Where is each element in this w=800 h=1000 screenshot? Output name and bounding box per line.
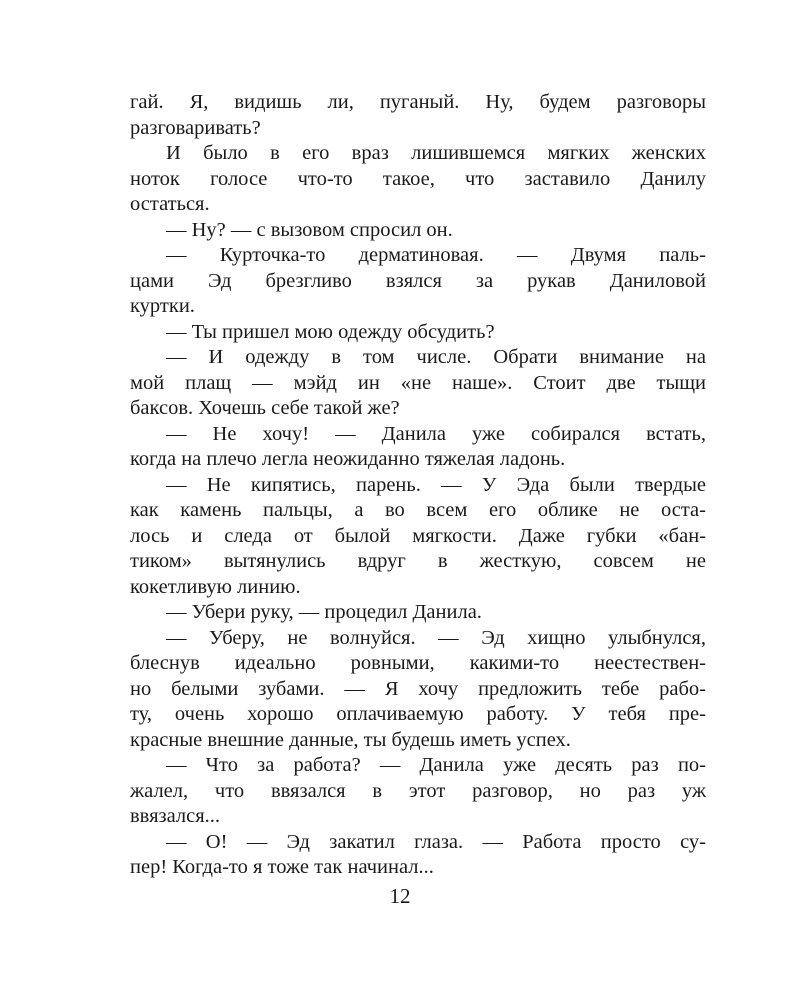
text-line: — Что за работа? — Данила уже десять раз по- [166,754,706,776]
text-line: ввязался... [130,805,221,827]
book-page-text [130,90,706,881]
text-line: кокетливую линию. [130,575,301,598]
paragraph-12 [130,830,706,881]
text-line: — Не кипятись, парень. — У Эда были твердые [166,473,706,496]
text-line: баксов. Хочешь себе такой же? [130,397,400,419]
text-line: — Ну? — с вызовом спросил он. [166,218,453,241]
paragraph-4 [130,243,706,320]
paragraph-3 [130,218,706,244]
text-line: ноток голосе что-то такое, что заставило Данилу [130,167,706,190]
paragraph-10 [130,626,706,754]
text-line: разговаривать? [130,116,261,139]
paragraph-8 [130,473,706,601]
paragraph-6 [130,345,706,422]
text-line: И было в его враз лишившемся мягких женских [166,142,706,164]
text-line: остаться. [130,193,210,215]
text-line: как камень пальцы, а во всем его облике не оста- [130,499,706,521]
text-line: — Уберу, не волнуйся. — Эд хищно улыбнулся, [166,626,706,649]
text-line: лось и следа от былой мягкости. Даже губки «бан- [130,524,706,547]
text-line: жалел, что ввязался в этот разговор, но раз уж [130,779,706,802]
text-line: гай. Я, видишь ли, пуганый. Ну, будем разговоры [130,91,706,113]
text-line: когда на плечо легла неожиданно тяжелая ладонь. [130,448,566,470]
text-line: мой плащ — мэйд ин «не наше». Стоит две тыщи [130,371,706,394]
text-line: — Ты пришел мою одежду обсудить? [166,320,495,343]
text-line: цами Эд брезгливо взялся за рукав Даниловой [130,269,706,292]
text-line: ту, очень хорошо оплачиваемую работу. У тебя пре- [130,703,706,725]
text-line: — И одежду в том числе. Обрати внимание на [166,346,706,368]
paragraph-7 [130,422,706,473]
text-line: — О! — Эд закатил глаза. — Работа просто су- [166,830,706,853]
paragraph-2 [130,141,706,218]
text-line: — Курточка-то дерматиновая. — Двумя паль- [166,244,706,266]
text-line: тиком» вытянулись вдруг в жесткую, совсем не [130,550,706,572]
text-line: но белыми зубами. — Я хочу предложить тебе рабо- [130,677,706,700]
paragraph-1 [130,90,706,141]
text-line: — Не хочу! — Данила уже собирался встать, [166,422,706,445]
paragraph-11 [130,753,706,830]
text-line: блеснув идеально ровными, какими-то неестествен- [130,652,706,674]
paragraph-9 [130,600,706,626]
text-line: куртки. [130,295,195,317]
page-number: 12 [389,884,411,908]
text-line: — Убери руку, — процедил Данила. [166,601,482,623]
text-line: пер! Когда-то я тоже так начинал... [130,856,434,878]
text-line: красные внешние данные, ты будешь иметь успех. [130,728,571,751]
paragraph-5 [130,320,706,346]
